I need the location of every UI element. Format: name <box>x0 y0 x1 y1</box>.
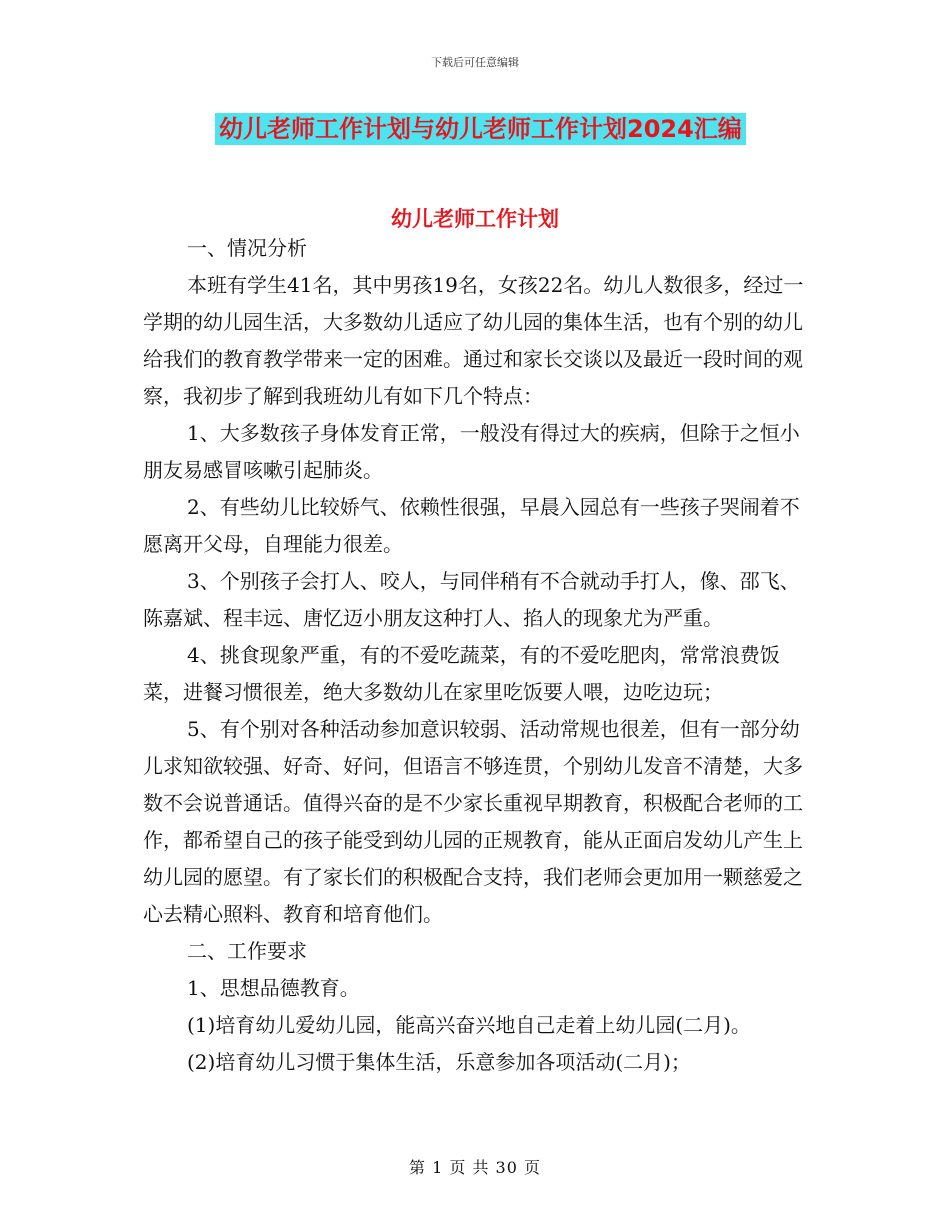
heading-work-requirements: 二、工作要求 <box>187 939 307 963</box>
list-item-1: (1)培育幼儿爱幼儿园，能高兴奋兴地自己走着上幼儿园(二月)。 <box>187 1013 751 1037</box>
paragraph-point-2: 2、有些幼儿比较娇气、依赖性很强，早晨入园总有一些孩子哭闹着不愿离开父母，自理能力很差。 <box>143 495 800 556</box>
paragraph-point-4: 4、挑食现象严重，有的不爱吃蔬菜，有的不爱吃肥肉，常常浪费饭菜，进餐习惯很差，绝大多数幼儿在家里吃饭要人喂，边吃边玩； <box>143 643 780 704</box>
page-footer-page-number: 第 1 页 共 30 页 <box>409 1158 541 1177</box>
subheading-moral-education: 1、思想品德教育。 <box>187 976 360 1000</box>
section-title: 幼儿老师工作计划 <box>391 207 559 231</box>
list-item-2: (2)培育幼儿习惯于集体生活，乐意参加各项活动(二月)； <box>187 1050 691 1074</box>
paragraph-point-5: 5、有个别对各种活动参加意识较弱、活动常规也很差，但有一部分幼儿求知欲较强、好奇、好问，但语言不够连贯，个别幼儿发音不清楚，大多数不会说普通话。值得兴奋的是不少家长重视早期教育，积极配合老师的工作，都希望自己的孩子能受到幼儿园的正规教育，能从正面启发幼儿产生上幼儿园的愿望。有了家长们的积极配合支持，我们老师会更加用一颗慈爱之心去精心照料、教育和培育他们。 <box>143 717 803 926</box>
paragraph-class-overview: 本班有学生41名，其中男孩19名，女孩22名。幼儿人数很多，经过一学期的幼儿园生活，大多数幼儿适应了幼儿园的集体生活，也有个别的幼儿给我们的教育教学带来一定的困难。通过和家长交谈以及最近一段时间的观察，我初步了解到我班幼儿有如下几个特点： <box>143 273 804 408</box>
document-body <box>143 230 807 1081</box>
document-title: 幼儿老师工作计划与幼儿老师工作计划2024汇编 <box>215 113 746 145</box>
page-header-note: 下载后可任意编辑 <box>431 56 519 69</box>
heading-situation-analysis: 一、情况分析 <box>187 236 307 260</box>
paragraph-point-1: 1、大多数孩子身体发育正常，一般没有得过大的疾病，但除于之恒小朋友易感冒咳嗽引起肺炎。 <box>143 421 800 482</box>
paragraph-point-3: 3、个别孩子会打人、咬人，与同伴稍有不合就动手打人，像、邵飞、陈嘉斌、程丰远、唐忆迈小朋友这种打人、掐人的现象尤为严重。 <box>143 569 800 630</box>
